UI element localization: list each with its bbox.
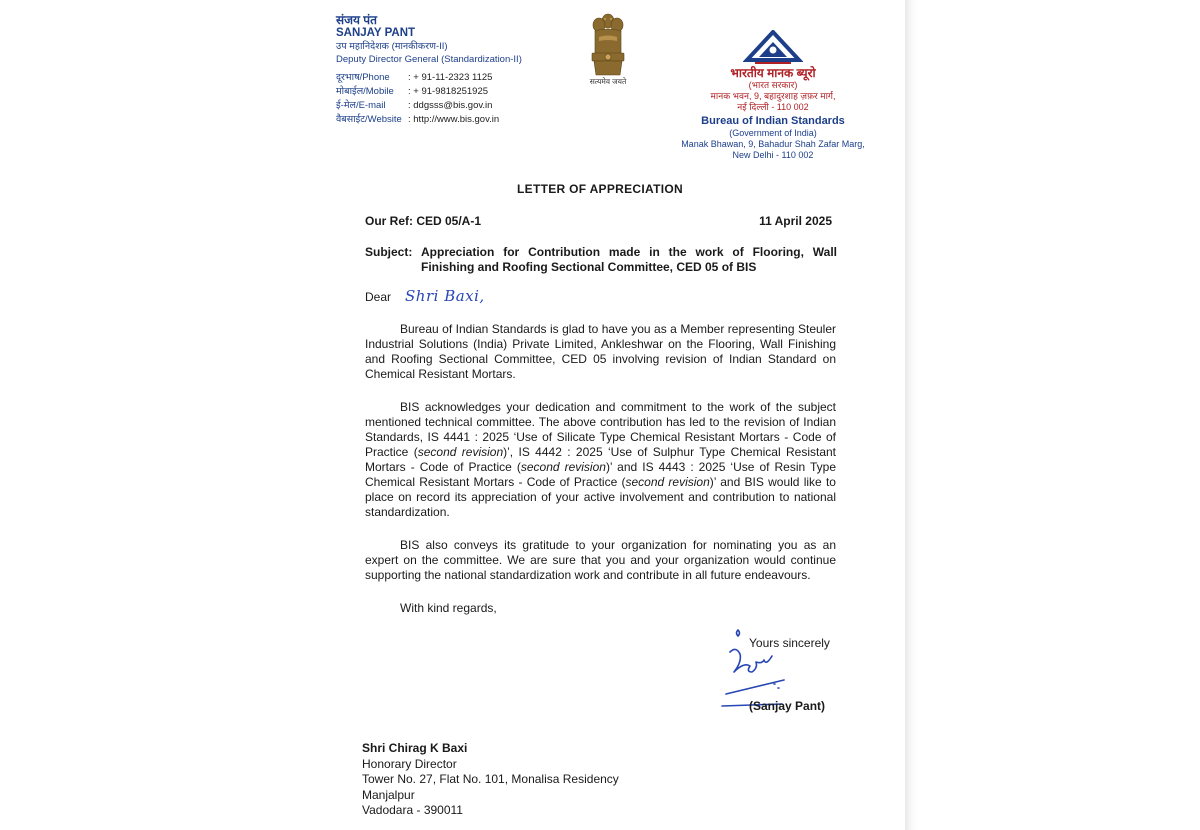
para2-text-3: )’ and IS 4443 : 2025 ‘Use of Resin Type Chemical Resistant Mortars - Code of Practice ( — [365, 460, 836, 489]
sender-designation-hindi: उप महानिदेशक (मानकीकरण-II) — [336, 41, 448, 52]
closing-line: Yours sincerely — [749, 636, 830, 650]
subject-label: Subject: — [365, 245, 413, 259]
sender-name-english: SANJAY PANT — [336, 27, 416, 39]
letter-title: LETTER OF APPRECIATION — [517, 182, 683, 196]
para2-italic-3: second revision — [625, 475, 710, 489]
handwritten-salutation: Shri Baxi, — [405, 287, 485, 305]
sender-name-hindi: संजय पंत — [336, 13, 377, 27]
contact-value: : http://www.bis.gov.in — [408, 114, 500, 125]
contact-mobile — [336, 85, 522, 99]
paragraph-2 — [365, 400, 836, 520]
contact-label: ई-मेल/E-mail — [336, 100, 386, 111]
contact-value: : ddgsss@bis.gov.in — [408, 100, 493, 111]
addressee-name: Shri Chirag K Baxi — [362, 741, 468, 755]
address-english-line-2: New Delhi - 110 002 — [732, 150, 814, 160]
para2-italic-2: second revision — [520, 460, 606, 474]
addressee-line: Manjalpur — [362, 787, 415, 802]
addressee-line: Honorary Director — [362, 756, 457, 771]
contact-label: वैबसाईट/Website — [336, 114, 402, 125]
regards-line: With kind regards, — [400, 601, 497, 615]
signer-name: (Sanjay Pant) — [749, 699, 826, 713]
addressee-line: Vadodara - 390011 — [362, 803, 463, 817]
para2-text-2: )’, IS 4442 : 2025 ‘Use of Sulphur Type Chemical Resistant Mortars - Code of Practice ( — [365, 445, 836, 474]
gov-hindi: (भारत सरकार) — [748, 80, 798, 90]
contact-website — [336, 113, 522, 127]
address-english-line-1: Manak Bhawan, 9, Bahadur Shah Zafar Marg, — [681, 139, 865, 149]
contact-value: : + 91-9818251925 — [408, 86, 489, 97]
para2-italic-1: second revision — [417, 445, 504, 459]
subject-line — [365, 245, 837, 275]
contact-label: दूरभाष/Phone — [336, 72, 390, 83]
salutation-word: Dear — [365, 290, 392, 304]
page-edge-shadow — [905, 0, 917, 830]
paragraph-1: Bureau of Indian Standards is glad to have you as a Member representing Steuler Industrial Solutions (India) Private Limited, Ankleshwar on the Flooring, Wall Finishing and Roofing Sectional Committee, CED 05 involving revision of Indian Standard on Chemical Resistant Mortars. — [365, 322, 836, 381]
addressee-block — [362, 741, 619, 819]
organization-details — [650, 30, 896, 161]
salutation — [365, 287, 485, 305]
letter-body — [365, 322, 836, 634]
address-hindi-line-1: मानक भवन, 9, बहादुरशाह ज़फ़र मार्ग, — [710, 91, 836, 101]
contact-email — [336, 99, 522, 113]
bis-logo-icon — [743, 30, 803, 66]
subject-text: Appreciation for Contribution made in the work of Flooring, Wall Finishing and Roofing Sectional Committee, CED 05 of BIS — [421, 245, 837, 274]
contact-label: मोबाईल/Mobile — [336, 86, 394, 97]
sender-designation-english: Deputy Director General (Standardization-II) — [336, 54, 522, 65]
reference-number: Our Ref: CED 05/A-1 — [365, 214, 482, 228]
contact-phone — [336, 71, 522, 85]
para2-text-1: BIS acknowledges your dedication and commitment to the work of the subject mentioned technical committee. The above contribution has led to the revision of Indian Standards, IS 4441 : 2025 ‘Use of Silicate Type Chemical Resistant Mortars - Code of Practice ( — [365, 400, 836, 459]
gov-english: (Government of India) — [729, 128, 817, 138]
para2-text-4: )’ and BIS would like to place on record its appreciation of your active involvement and contribution to national standardization. — [365, 475, 836, 519]
org-name-english: Bureau of Indian Standards — [701, 115, 845, 127]
letter-date: 11 April 2025 — [759, 214, 832, 228]
contact-list — [336, 71, 522, 127]
sender-details — [336, 14, 522, 127]
address-hindi-line-2: नई दिल्ली - 110 002 — [737, 102, 809, 112]
contact-value: : + 91-11-2323 1125 — [408, 72, 493, 83]
emblem-caption: सत्यमेव जयते — [589, 77, 627, 86]
paragraph-3: BIS also conveys its gratitude to your organization for nominating you as an expert on the committee. We are sure that you and your organization would continue supporting the national standardization work and contribute in all future endeavours. — [365, 538, 836, 582]
org-name-hindi: भारतीय मानक ब्यूरो — [730, 66, 816, 80]
addressee-line: Tower No. 27, Flat No. 101, Monalisa Residency — [362, 772, 619, 786]
